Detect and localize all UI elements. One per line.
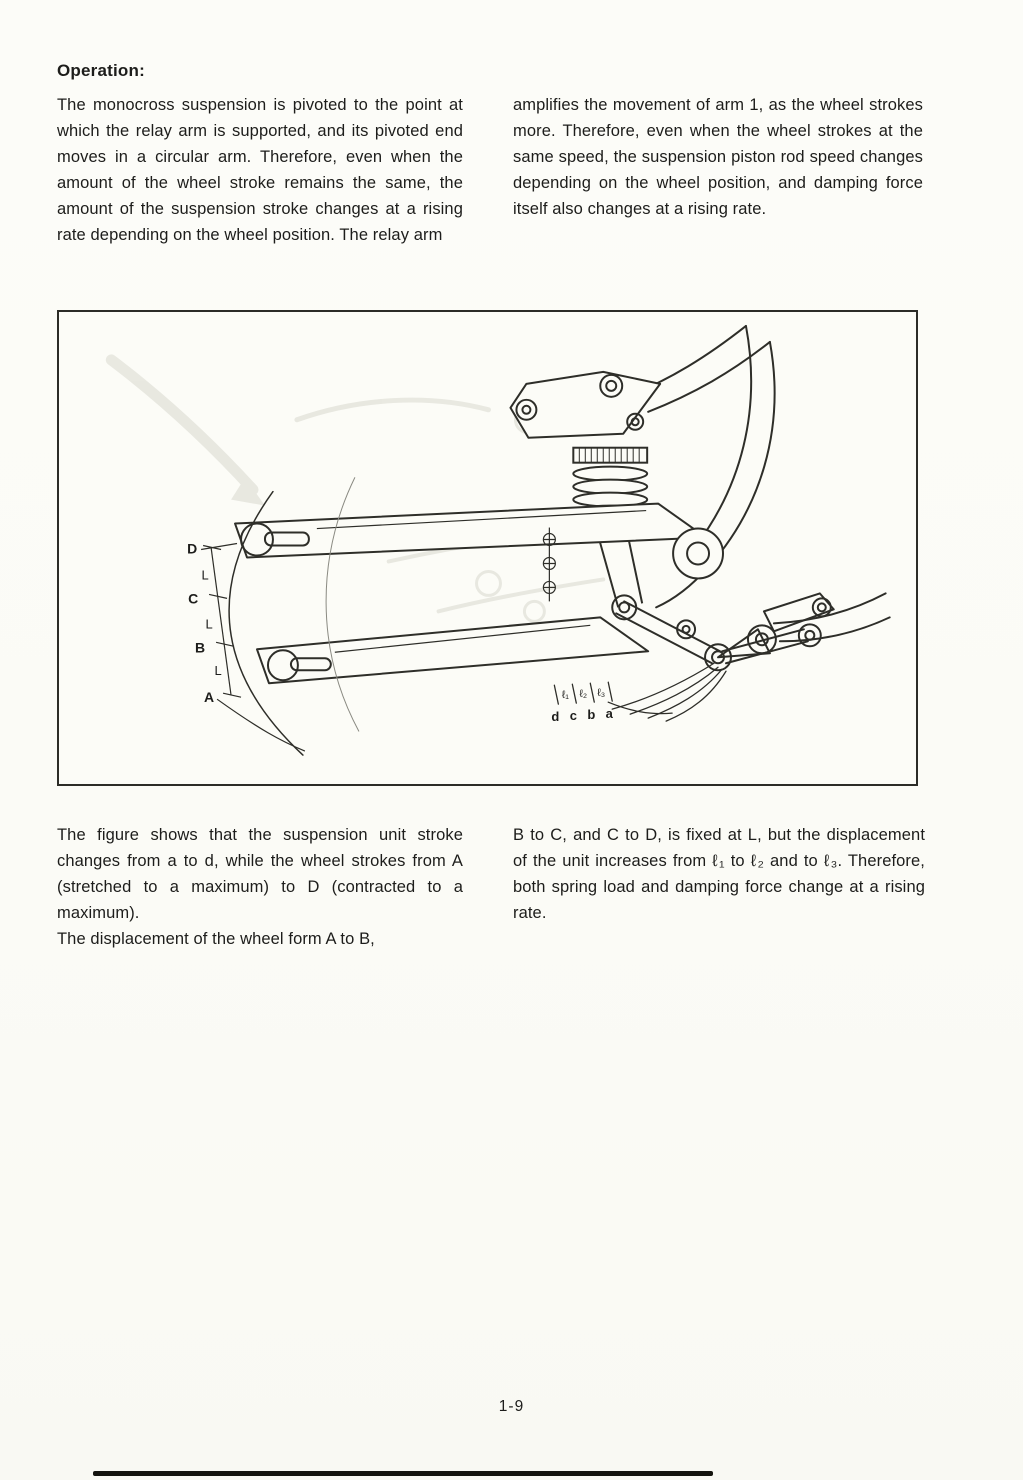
label-unit-l2: ℓ₂ — [579, 688, 588, 701]
label-span-L1: L — [201, 567, 209, 583]
label-wheel-C: C — [188, 590, 199, 607]
monocross-suspension-drawing — [59, 312, 916, 784]
scan-artifact-line — [93, 1471, 713, 1476]
label-wheel-B: B — [195, 639, 206, 656]
unit-stroke-labels — [551, 687, 613, 724]
paragraph-operation-left: The monocross suspension is pivoted to the point at which the relay arm is supported, and its pivoted end moves in a circular arm. Therefore, even when the amount of the wheel stroke remains the same, the amount of the suspension stroke changes at a rising rate depending on the wheel position. The relay arm — [57, 96, 463, 244]
swingarm — [235, 504, 723, 684]
label-span-L2: L — [205, 616, 213, 632]
page-number: 1-9 — [498, 1398, 525, 1415]
label-wheel-A: A — [204, 689, 215, 706]
label-stroke-a: a — [605, 706, 613, 722]
column-bottom-left — [57, 822, 463, 952]
paragraph-figure-left-2: The displacement of the wheel form A to B, — [57, 930, 375, 948]
column-top-left — [57, 58, 463, 248]
column-bottom-right — [513, 822, 925, 926]
section-heading: Operation: — [57, 61, 145, 80]
label-stroke-d: d — [551, 709, 560, 725]
label-unit-l3: ℓ₃ — [597, 687, 606, 700]
label-stroke-b: b — [587, 707, 596, 723]
paragraph-figure-right: B to C, and C to D, is fixed at L, but the displacement of the unit increases from ℓ₁ to ℓ₂ and to ℓ₃. Therefore, both spring load and damping force change at a rising rate. — [513, 826, 925, 922]
frame-tubes — [624, 326, 889, 641]
paragraph-operation-right: amplifies the movement of arm 1, as the wheel strokes more. Therefore, even when the wheel strokes at the same speed, the suspension piston rod speed changes depending on the wheel position, and damping force itself also changes at a rising rate. — [513, 96, 923, 218]
label-unit-l1: ℓ₁ — [561, 689, 569, 702]
relay-arm-linkage — [612, 595, 821, 670]
label-span-L3: L — [214, 663, 222, 679]
shock-mount-bracket — [510, 372, 660, 438]
figure-suspension-diagram — [57, 310, 918, 786]
column-top-right — [513, 92, 923, 222]
label-wheel-D: D — [187, 540, 198, 557]
label-stroke-c: c — [569, 708, 577, 724]
paragraph-figure-left-1: The figure shows that the suspension unit stroke changes from a to d, while the wheel strokes from A (stretched to a maximum) to D (contracted to a maximum). — [57, 826, 463, 922]
dimension-labels — [187, 540, 222, 705]
